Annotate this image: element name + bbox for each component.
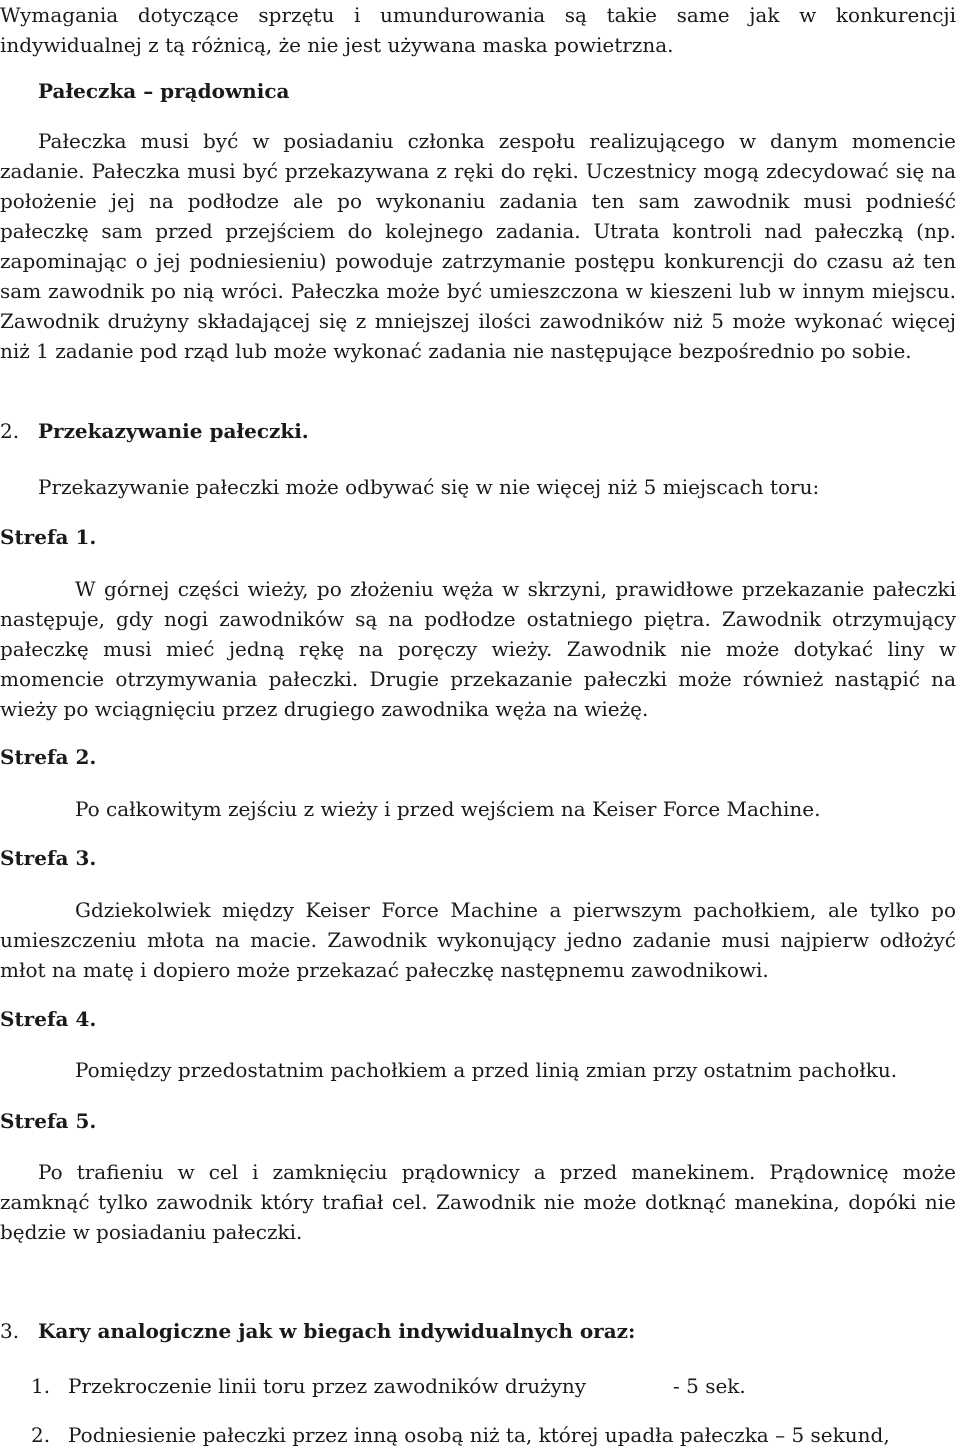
zone-1-text: W górnej części wieży, po złożeniu węża w skrzyni, prawidłowe przekazanie pałeczki następuje, gdy nogi zawodników są na podłodze ostatniego piętra. Zawodnik otrzymujący pałeczkę musi mieć jedną rękę na poręczy wieży. Zawodnik nie może dotykać liny w momencie otrzymywania pałeczki. Drugie przekazanie pałeczki może również nastąpić na wieży po wciągnięciu przez drugiego zawodnika węża na wieżę. xyxy=(0,577,956,721)
zone-5-label: Strefa 5. xyxy=(0,1109,97,1133)
section-2-intro: Przekazywanie pałeczki może odbywać się w nie więcej niż 5 miejscach toru: xyxy=(38,475,820,499)
zone-3-label: Strefa 3. xyxy=(0,846,97,870)
zone-4-label: Strefa 4. xyxy=(0,1007,97,1031)
penalty-item-value: - 5 sek. xyxy=(673,1374,746,1398)
section-2-title: Przekazywanie pałeczki. xyxy=(38,419,309,443)
penalty-item xyxy=(31,1371,586,1401)
section-2-number: 2. xyxy=(0,419,20,443)
section-3-title: Kary analogiczne jak w biegach indywidualnych oraz: xyxy=(38,1319,636,1343)
zone-4-text: Pomiędzy przedostatnim pachołkiem a przed linią zmian przy ostatnim pachołku. xyxy=(75,1058,898,1082)
intro-paragraph: Wymagania dotyczące sprzętu i umundurowania są takie same jak w konkurencji indywidualnej z tą różnicą, że nie jest używana maska powietrzna. xyxy=(0,3,956,57)
section-3-number: 3. xyxy=(0,1319,20,1343)
baton-section-body: Pałeczka musi być w posiadaniu członka zespołu realizującego w danym momencie zadanie. Pałeczka musi być przekazywana z ręki do ręki. Uczestnicy mogą zdecydować się na położenie jej na podłodze ale po wykonaniu zadania ten sam zawodnik musi podnieść pałeczkę sam przed przejściem do kolejnego zadania. Utrata kontroli nad pałeczką (np. zapominając o jej podniesieniu) powoduje zatrzymanie postępu konkurencji do czasu aż ten sam zawodnik po nią wróci. Pałeczka może być umieszczona w kieszeni lub w innym miejscu. Zawodnik drużyny składającej się z mniejszej ilości zawodników niż 5 może wykonać więcej niż 1 zadanie pod rząd lub może wykonać zadania nie następujące bezpośrednio po sobie. xyxy=(0,129,956,363)
zone-3-text: Gdziekolwiek między Keiser Force Machine a pierwszym pachołkiem, ale tylko po umieszczeniu młota na macie. Zawodnik wykonujący jedno zadanie musi najpierw odłożyć młot na matę i dopiero może przekazać pałeczkę następnemu zawodnikowi. xyxy=(0,898,956,982)
penalty-item-number: 2. xyxy=(31,1423,51,1447)
zone-5-text: Po trafieniu w cel i zamknięciu prądownicy a przed manekinem. Prądownicę może zamknąć tylko zawodnik który trafiał cel. Zawodnik nie może dotknąć manekina, dopóki nie będzie w posiadaniu pałeczki. xyxy=(0,1160,956,1244)
zone-1-label: Strefa 1. xyxy=(0,525,97,549)
baton-section-title: Pałeczka – prądownica xyxy=(38,79,290,103)
zone-2-label: Strefa 2. xyxy=(0,745,97,769)
penalty-item-number: 1. xyxy=(31,1374,51,1398)
section-2-heading xyxy=(0,416,309,446)
zone-2-text: Po całkowitym zejściu z wieży i przed wejściem na Keiser Force Machine. xyxy=(75,797,821,821)
penalty-item-text: Podniesienie pałeczki przez inną osobą niż ta, której upadła pałeczka – 5 sekund, xyxy=(68,1423,890,1447)
penalty-item xyxy=(31,1420,890,1450)
penalty-item-text: Przekroczenie linii toru przez zawodników drużyny xyxy=(68,1374,587,1398)
section-3-heading xyxy=(0,1316,635,1346)
